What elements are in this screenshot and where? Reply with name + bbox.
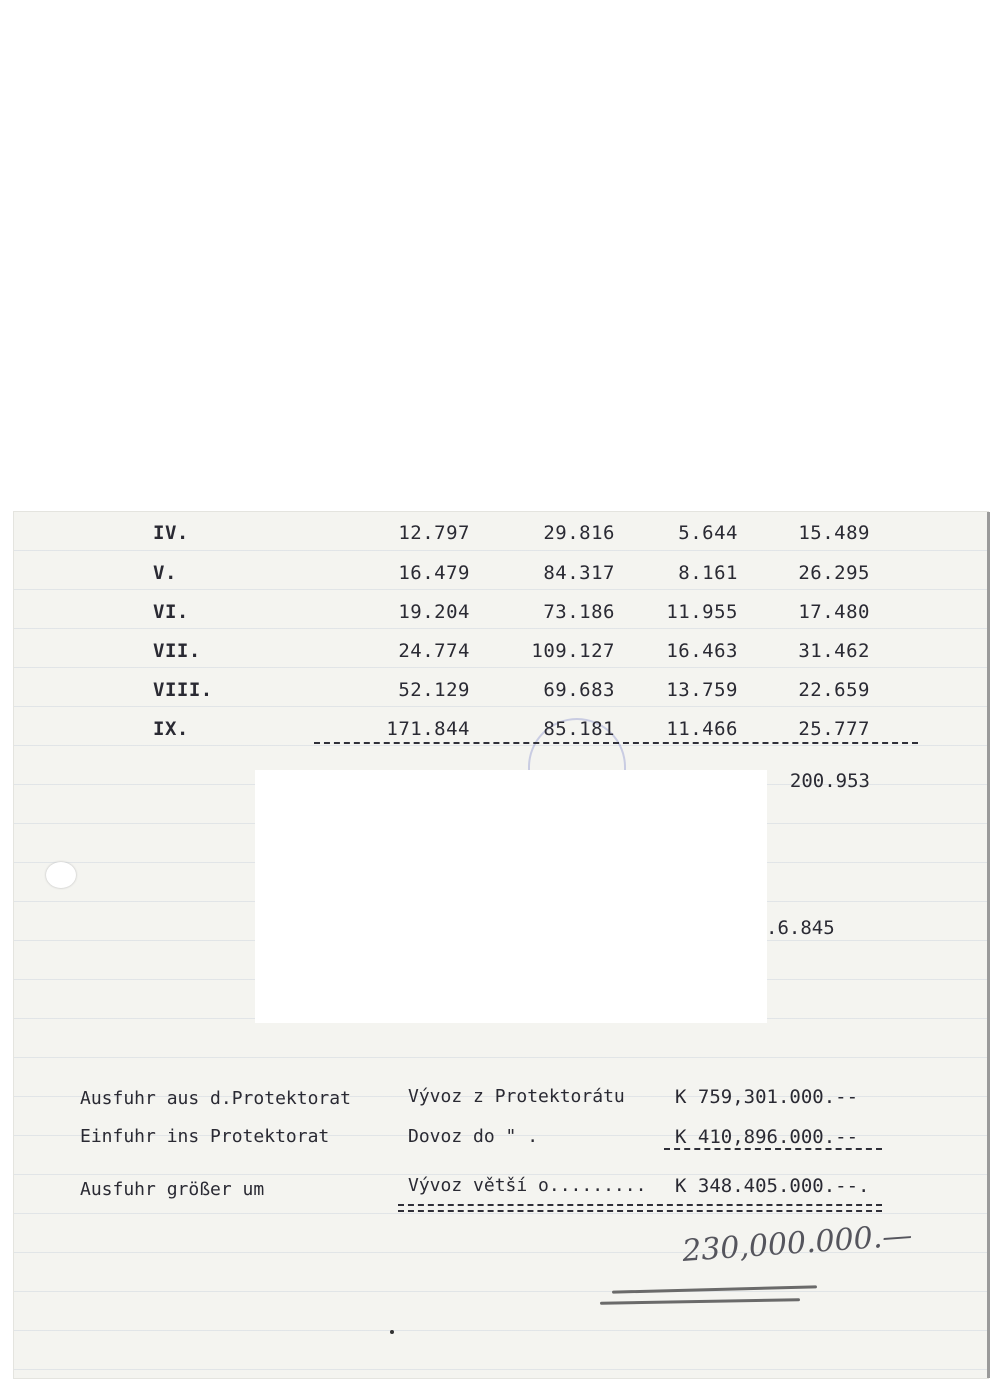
export-amount: K 759,301.000.-- (675, 1086, 859, 1108)
difference-amount: K 348.405.000.--. (675, 1175, 870, 1197)
table-row (0, 601, 1000, 625)
cell-col4: 17.480 (798, 601, 870, 623)
export-label-de: Ausfuhr aus d.Protektorat (80, 1088, 351, 1109)
table-row (0, 522, 1000, 546)
cell-col4: 31.462 (798, 640, 870, 662)
export-label-cz: Vývoz z Protektorátu (408, 1086, 625, 1107)
cell-col2: 29.816 (543, 522, 615, 544)
import-label-de: Einfuhr ins Protektorat (80, 1126, 330, 1147)
partial-total: .6.845 (766, 917, 835, 939)
cell-col3: 11.466 (666, 718, 738, 740)
import-amount-underline (664, 1148, 882, 1150)
cell-col1: 171.844 (386, 718, 470, 740)
difference-label-cz: Vývoz větší o......... (408, 1175, 647, 1196)
cell-col1: 19.204 (398, 601, 470, 623)
cell-col2: 69.683 (543, 679, 615, 701)
difference-label-de: Ausfuhr größer um (80, 1179, 265, 1200)
cell-col4: 25.777 (798, 718, 870, 740)
cell-col4: 26.295 (798, 562, 870, 584)
month-label: VIII. (153, 679, 213, 701)
month-label: VII. (153, 640, 201, 662)
table-row (0, 679, 1000, 703)
cell-col2: 73.186 (543, 601, 615, 623)
cell-col3: 5.644 (678, 522, 738, 544)
cell-col2: 85.181 (543, 718, 615, 740)
double-underline-top (398, 1204, 882, 1206)
table-sum-rule (314, 742, 918, 744)
ink-dot (390, 1330, 394, 1334)
cell-col4: 22.659 (798, 679, 870, 701)
cell-col1: 24.774 (398, 640, 470, 662)
import-label-cz: Dovoz do " . (408, 1126, 539, 1147)
import-amount: K 410,896.000.-- (675, 1126, 859, 1148)
column-total: 200.953 (789, 770, 870, 792)
table-row (0, 640, 1000, 664)
cell-col2: 84.317 (543, 562, 615, 584)
month-label: V. (153, 562, 177, 584)
double-underline-bottom (398, 1210, 882, 1212)
month-label: VI. (153, 601, 189, 623)
cell-col3: 16.463 (666, 640, 738, 662)
cell-col1: 12.797 (398, 522, 470, 544)
cell-col3: 8.161 (678, 562, 738, 584)
cell-col1: 52.129 (398, 679, 470, 701)
month-label: IX. (153, 718, 189, 740)
cell-col1: 16.479 (398, 562, 470, 584)
punch-hole (46, 862, 76, 888)
cell-col4: 15.489 (798, 522, 870, 544)
cell-col3: 11.955 (666, 601, 738, 623)
month-label: IV. (153, 522, 189, 544)
cell-col2: 109.127 (531, 640, 615, 662)
cell-col3: 13.759 (666, 679, 738, 701)
redacted-area (255, 770, 767, 1023)
table-row (0, 718, 1000, 742)
handwritten-pencil-note: 230,000.000.— (681, 1218, 914, 1269)
table-row (0, 562, 1000, 586)
